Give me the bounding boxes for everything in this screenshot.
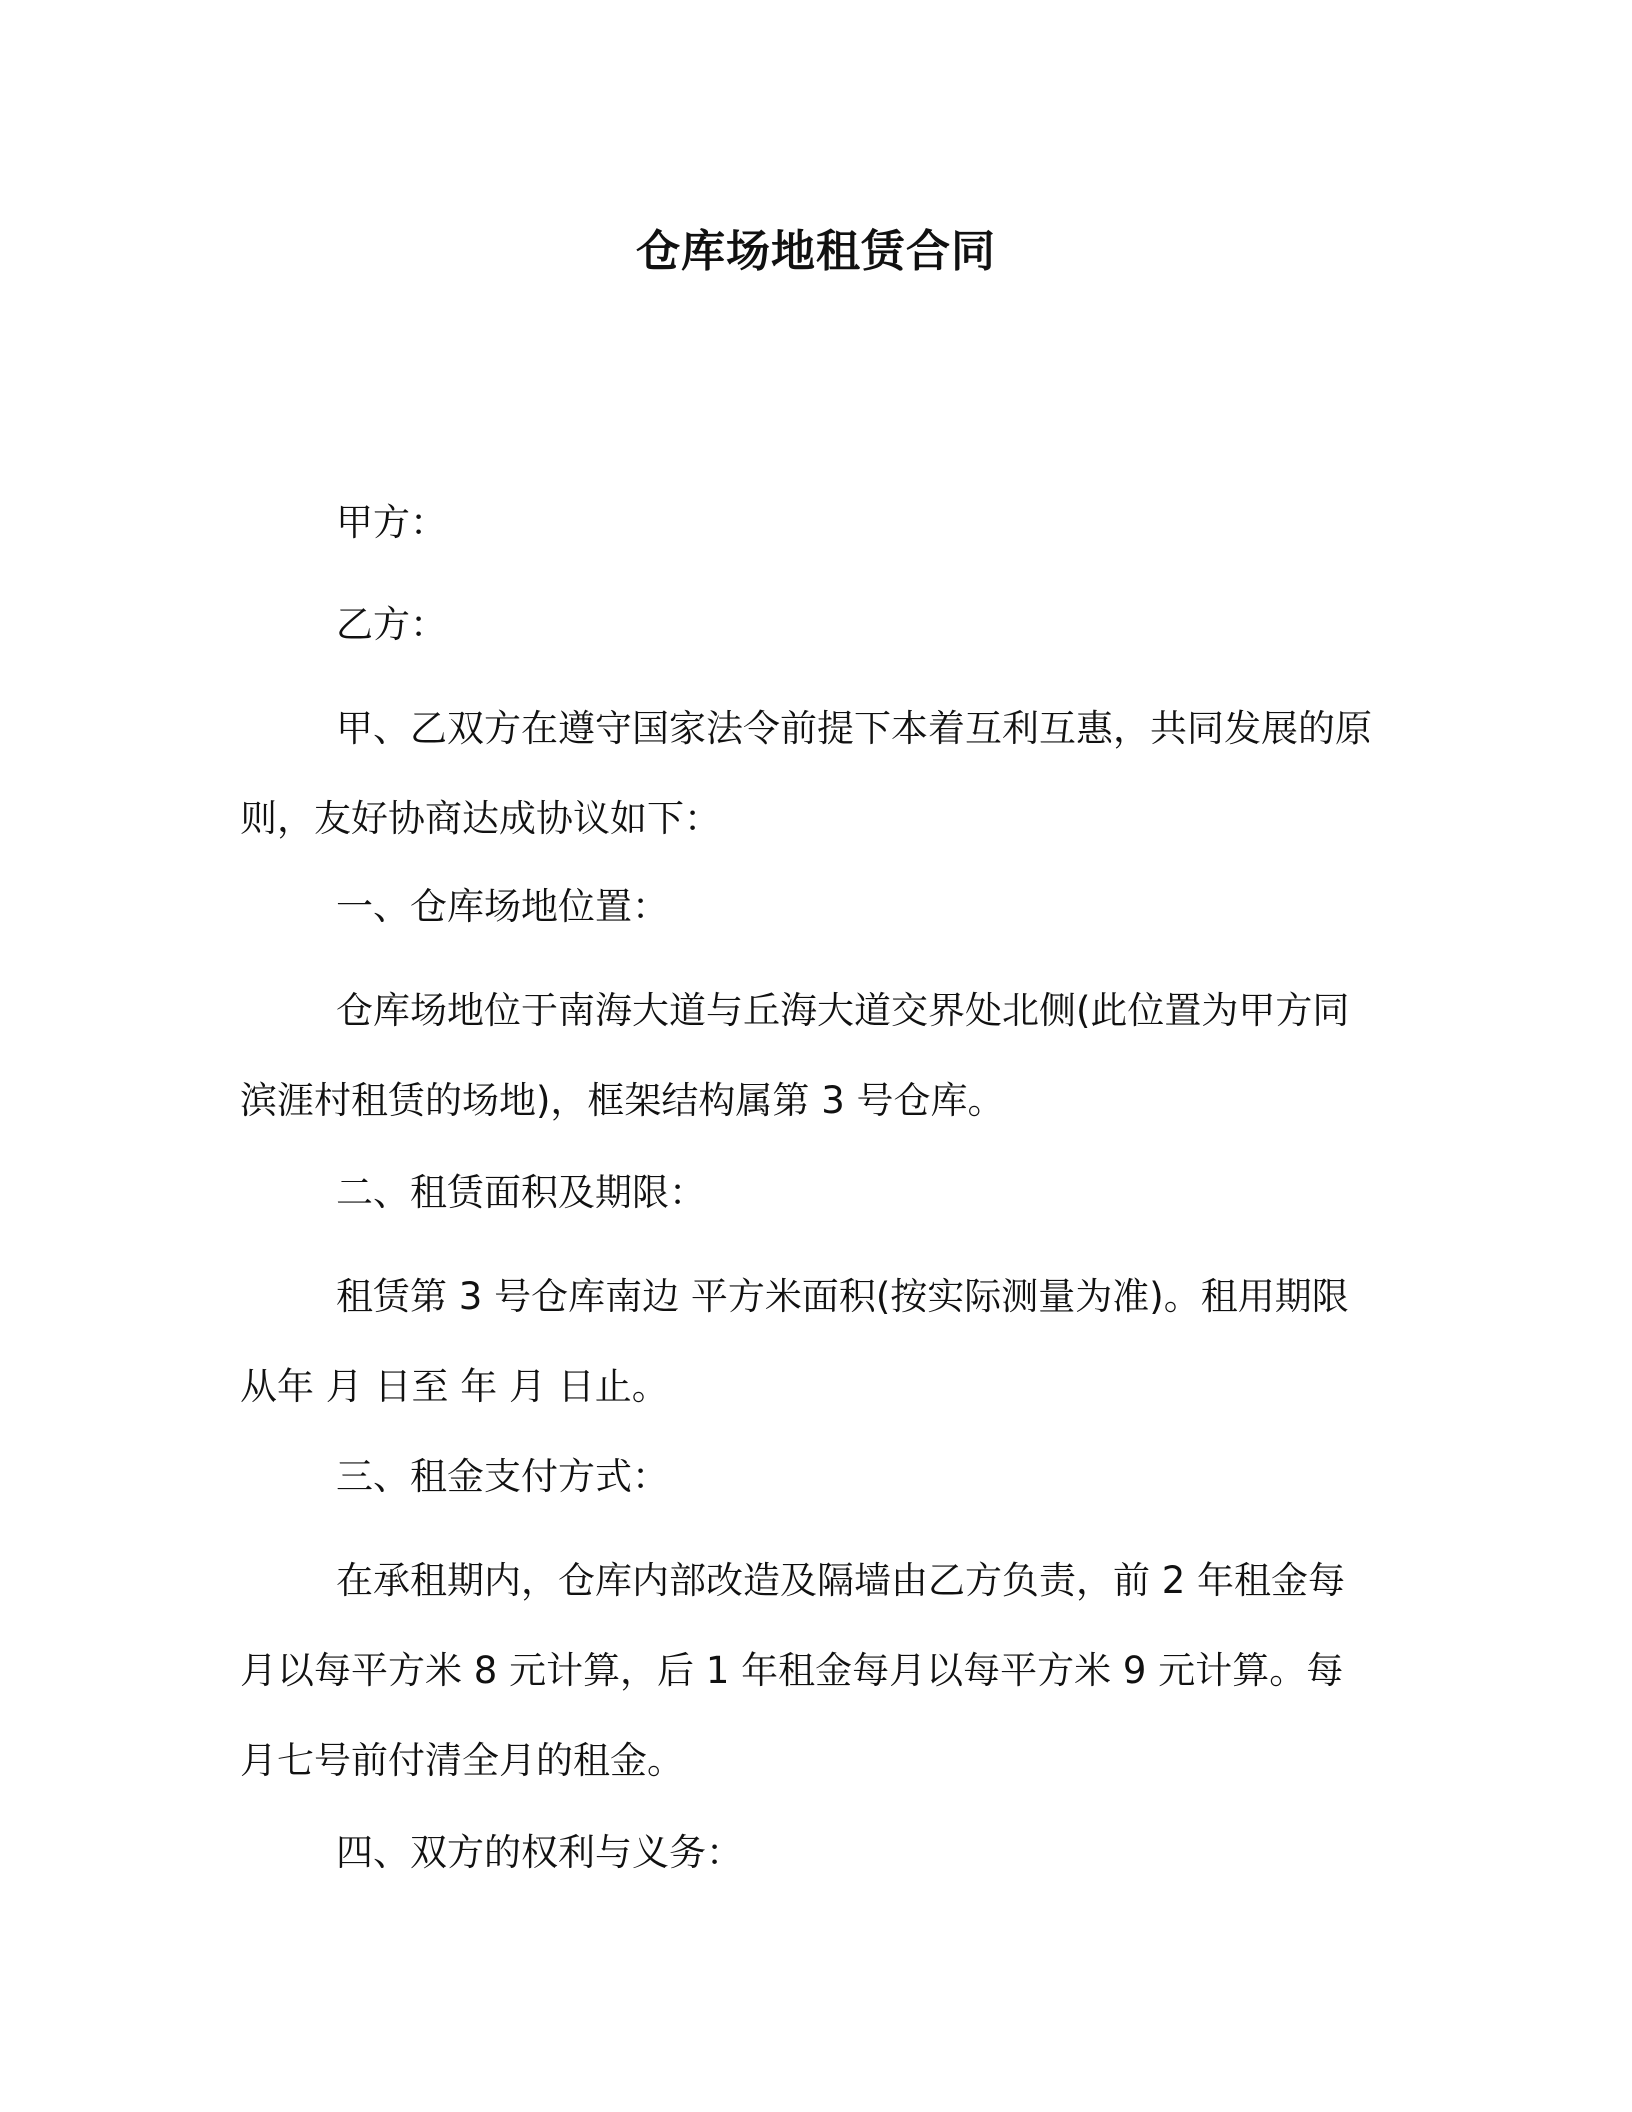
document-title: 仓库场地租赁合同 <box>636 226 996 277</box>
section-body-area-term: 租赁第 3 号仓库南边 平方米面积(按实际测量为准)。租用期限从年 月 日至 年 月 日止。 <box>240 1275 1349 1408</box>
intro-paragraph: 甲、乙双方在遵守国家法令前提下本着互利互惠，共同发展的原则，友好协商达成协议如下： <box>240 707 1372 840</box>
section-heading-area-term: 二、租赁面积及期限： <box>336 1171 706 1214</box>
party-a-label: 甲方： <box>336 501 447 544</box>
section-heading-rights-obligations: 四、双方的权利与义务： <box>336 1831 743 1874</box>
section-body-rent-payment: 在承租期内，仓库内部改造及隔墙由乙方负责，前 2 年租金每月以每平方米 8 元计算，后 1 年租金每月以每平方米 9 元计算。每月七号前付清全月的租金。 <box>240 1559 1346 1782</box>
section-heading-rent-payment: 三、租金支付方式： <box>336 1455 669 1498</box>
section-heading-location: 一、仓库场地位置： <box>336 885 669 928</box>
section-body-location: 仓库场地位于南海大道与丘海大道交界处北侧(此位置为甲方同滨涯村租赁的场地)，框架结构属第 3 号仓库。 <box>240 989 1350 1122</box>
party-b-label: 乙方： <box>336 603 447 646</box>
